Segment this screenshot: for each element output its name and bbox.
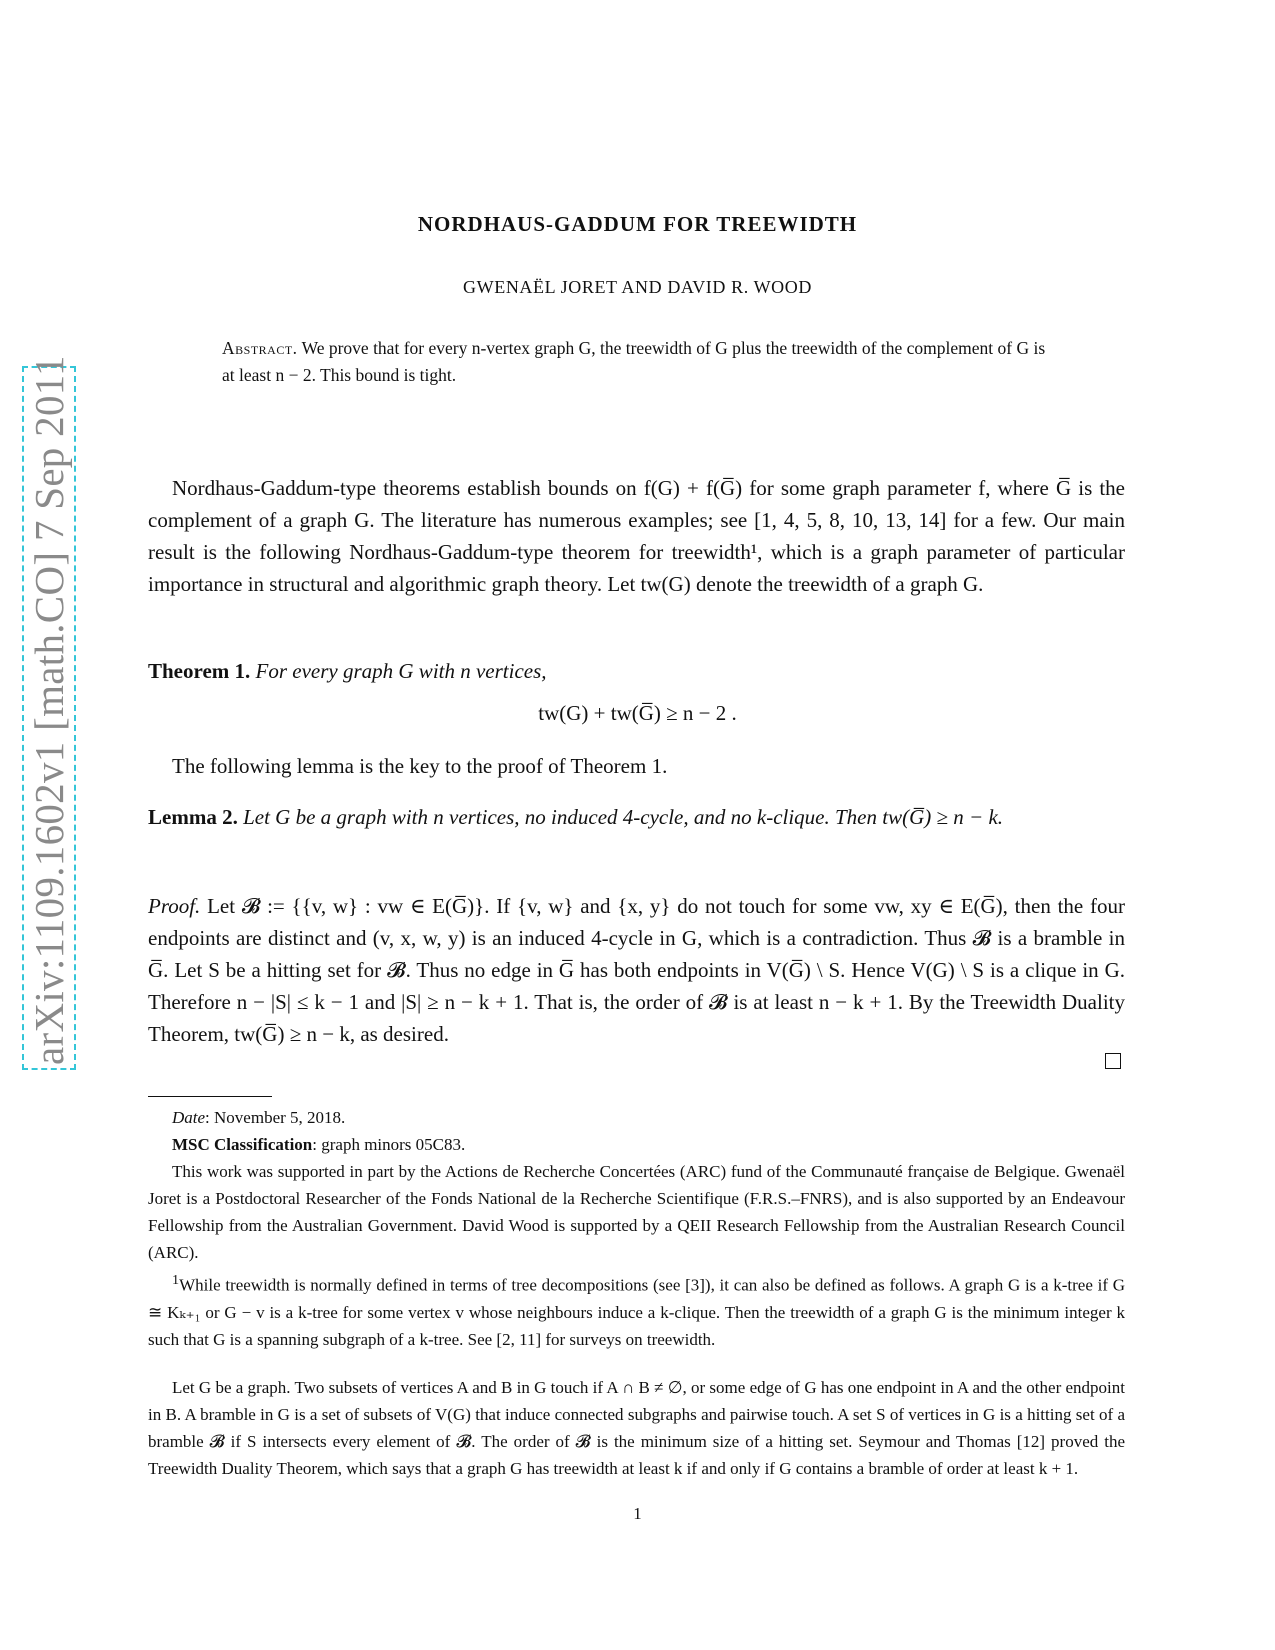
following-paragraph: The following lemma is the key to the proof of Theorem 1. [172,754,668,778]
intro-paragraph: Nordhaus-Gaddum-type theorems establish bounds on f(G) + f(G̅) for some graph parameter f, where G̅ is the complement of a graph G. The literature has numerous examples; see [1, 4, 5, 8, 10, 13, 14] for a few. Our main result is the following Nordhaus-Gaddum-type theorem for treewidth¹, which is a graph parameter of particular importance in structural and algorithmic graph theory. Let tw(G) denote the treewidth of a graph G. [148,476,1125,596]
paper-title: NORDHAUS-GADDUM FOR TREEWIDTH [417,212,858,236]
footnote-msc: MSC Classification: graph minors 05C83. [172,1135,466,1154]
paper-authors: GWENAËL JORET AND DAVID R. WOOD [463,277,812,297]
page-number: 1 [633,1504,642,1523]
date-label: Date [172,1108,206,1127]
footnote-rule [148,1096,272,1097]
lemma-2 [148,801,1125,833]
date-value: November 5, 2018. [214,1108,346,1127]
arxiv-stamp: arXiv:1109.1602v1 [math.CO] 7 Sep 2011 [26,355,72,1065]
abstract-text: We prove that for every n-vertex graph G, the treewidth of G plus the treewidth of the complement of G is at least n − 2. This bound is tight. [222,338,1046,385]
proof-label: Proof. [148,894,201,918]
proof-text: Let 𝓑 := {{v, w} : vw ∈ E(G̅)}. If {v, w} and {x, y} do not touch for some vw, xy ∈ E(G̅), then the four endpoints are distinct and (v, x, w, y) is an induced 4-cycle in G, which is a contradiction. Thus 𝓑 is a bramble in G̅. Let S be a hitting set for 𝓑. Thus no edge in G̅ has both endpoints in V(G̅) \ S. Hence V(G) \ S is a clique in G. Therefore n − |S| ≤ k − 1 and |S| ≥ n − k + 1. That is, the order of 𝓑 is at least n − k + 1. By the Treewidth Duality Theorem, tw(G̅) ≥ n − k, as desired. [148,894,1125,1046]
footnote-date: Date: November 5, 2018. [172,1108,346,1127]
abstract [222,335,1052,389]
footnote-1 [148,1267,1125,1353]
lemma-label: Lemma 2. [148,805,238,829]
msc-value: graph minors 05C83. [321,1135,466,1154]
theorem-label: Theorem 1. [148,659,251,683]
theorem-equation: tw(G) + tw(G̅) ≥ n − 2 . [538,701,737,725]
proof [148,890,1125,1050]
footnote-definitions: Let G be a graph. Two subsets of vertices A and B in G touch if A ∩ B ≠ ∅, or some edge of G has one endpoint in A and the other endpoint in B. A bramble in G is a set of subsets of V(G) that induce connected subgraphs and pairwise touch. A set S of vertices in G is a hitting set of a bramble 𝓑 if S intersects every element of 𝓑. The order of 𝓑 is the minimum size of a hitting set. Seymour and Thomas [12] proved the Treewidth Duality Theorem, which says that a graph G has treewidth at least k if and only if G contains a bramble of order at least k + 1. [148,1378,1125,1478]
footnote-mark: 1 [172,1272,180,1288]
footnote-1-text: While treewidth is normally defined in terms of tree decompositions (see [3]), it can also be defined as follows. A graph G is a k-tree if G ≅ Kₖ₊₁ or G − v is a k-tree for some vertex v whose neighbours induce a k-clique. Then the treewidth of a graph G is the minimum integer k such that G is a spanning subgraph of a k-tree. See [2, 11] for surveys on treewidth. [148,1275,1125,1349]
theorem-text: For every graph G with n vertices, [255,659,547,683]
abstract-label: Abstract. [222,338,298,358]
msc-label: MSC Classification [172,1135,313,1154]
qed-symbol [1105,1053,1121,1069]
lemma-text: Let G be a graph with n vertices, no induced 4-cycle, and no k-clique. Then tw(G̅) ≥ n − k. [243,805,1004,829]
footnote-support: This work was supported in part by the Actions de Recherche Concertées (ARC) fund of the Communauté française de Belgique. Gwenaël Joret is a Postdoctoral Researcher of the Fonds National de la Recherche Scientifique (F.R.S.–FNRS), and is also supported by an Endeavour Fellowship from the Australian Government. David Wood is supported by a QEII Research Fellowship from the Australian Research Council (ARC). [148,1162,1125,1262]
theorem-1 [148,655,1125,687]
